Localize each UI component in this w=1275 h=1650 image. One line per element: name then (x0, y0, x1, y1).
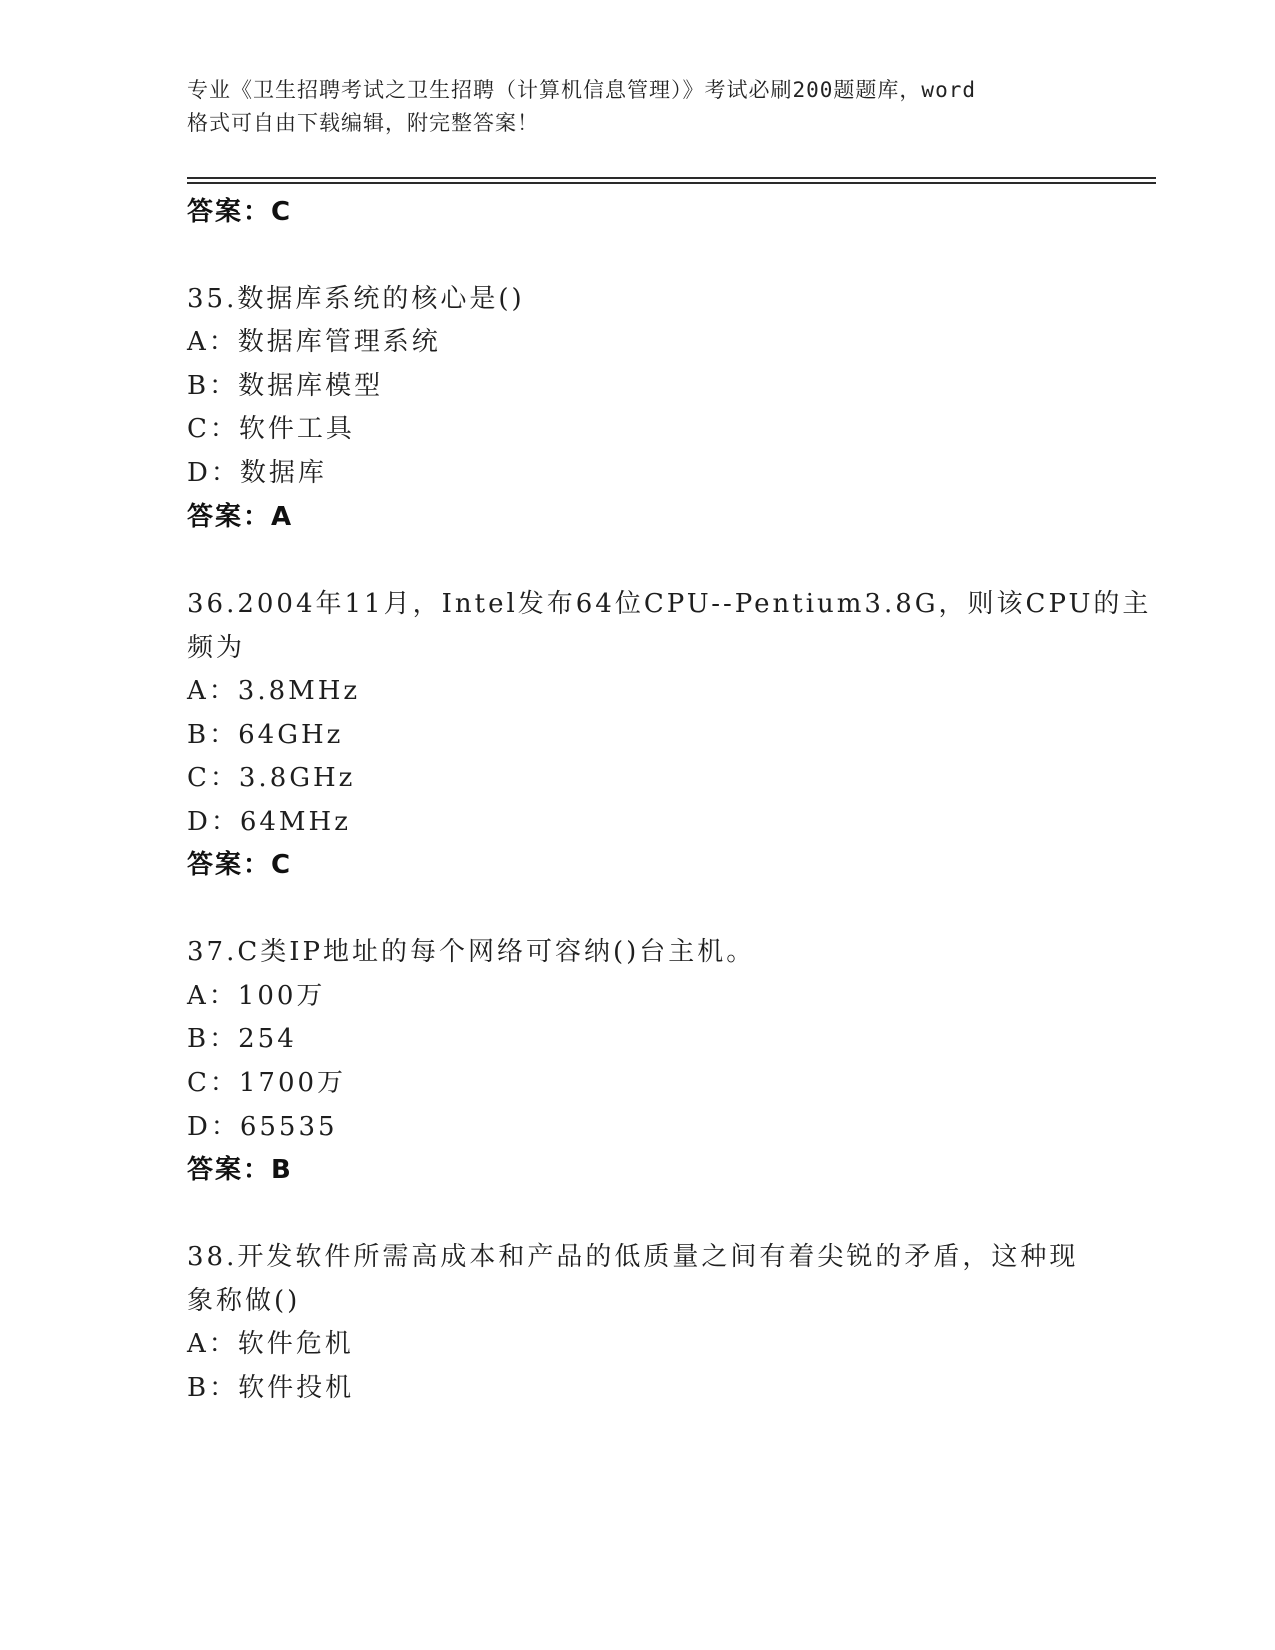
question-38-option-a: A：软件危机 (187, 1329, 354, 1359)
header-line-1: 专业《卫生招聘考试之卫生招聘（计算机信息管理）》考试必刷200题题库，word (187, 78, 976, 102)
question-35-answer: 答案：A (187, 502, 294, 532)
header-line-2: 格式可自由下载编辑，附完整答案！ (187, 111, 539, 135)
question-36-option-a: A：3.8MHz (187, 676, 361, 706)
question-35-stem: 35.数据库系统的核心是() (187, 284, 525, 314)
question-37-option-a: A：100万 (187, 981, 326, 1011)
question-36-option-c: C：3.8GHz (187, 763, 356, 793)
question-37-option-c: C：1700万 (187, 1068, 347, 1098)
answer-q34: 答案：C (187, 197, 293, 227)
question-36-option-b: B：64GHz (187, 720, 344, 750)
header-divider-top (187, 177, 1156, 179)
question-36-answer: 答案：C (187, 850, 293, 880)
question-35-option-a: A：数据库管理系统 (187, 327, 441, 357)
question-37-answer: 答案：B (187, 1155, 293, 1185)
question-37-option-d: D：65535 (187, 1112, 338, 1142)
header-divider-bottom (187, 182, 1156, 184)
question-36-option-d: D：64MHz (187, 807, 351, 837)
question-37-option-b: B：254 (187, 1024, 297, 1054)
question-38-stem-line-2: 象称做() (187, 1286, 301, 1316)
question-38-stem-line-1: 38.开发软件所需高成本和产品的低质量之间有着尖锐的矛盾，这种现 (187, 1242, 1079, 1272)
question-37-stem: 37.C类IP地址的每个网络可容纳()台主机。 (187, 937, 756, 967)
question-38-option-b: B：软件投机 (187, 1373, 355, 1403)
question-35-option-c: C：软件工具 (187, 414, 355, 444)
question-36-stem-line-2: 频为 (187, 633, 246, 663)
document-header (187, 74, 1087, 140)
question-35-option-b: B：数据库模型 (187, 371, 384, 401)
question-35-option-d: D：数据库 (187, 458, 327, 488)
question-36-stem-line-1: 36.2004年11月，Intel发布64位CPU--Pentium3.8G，则该CPU的主 (187, 589, 1152, 619)
